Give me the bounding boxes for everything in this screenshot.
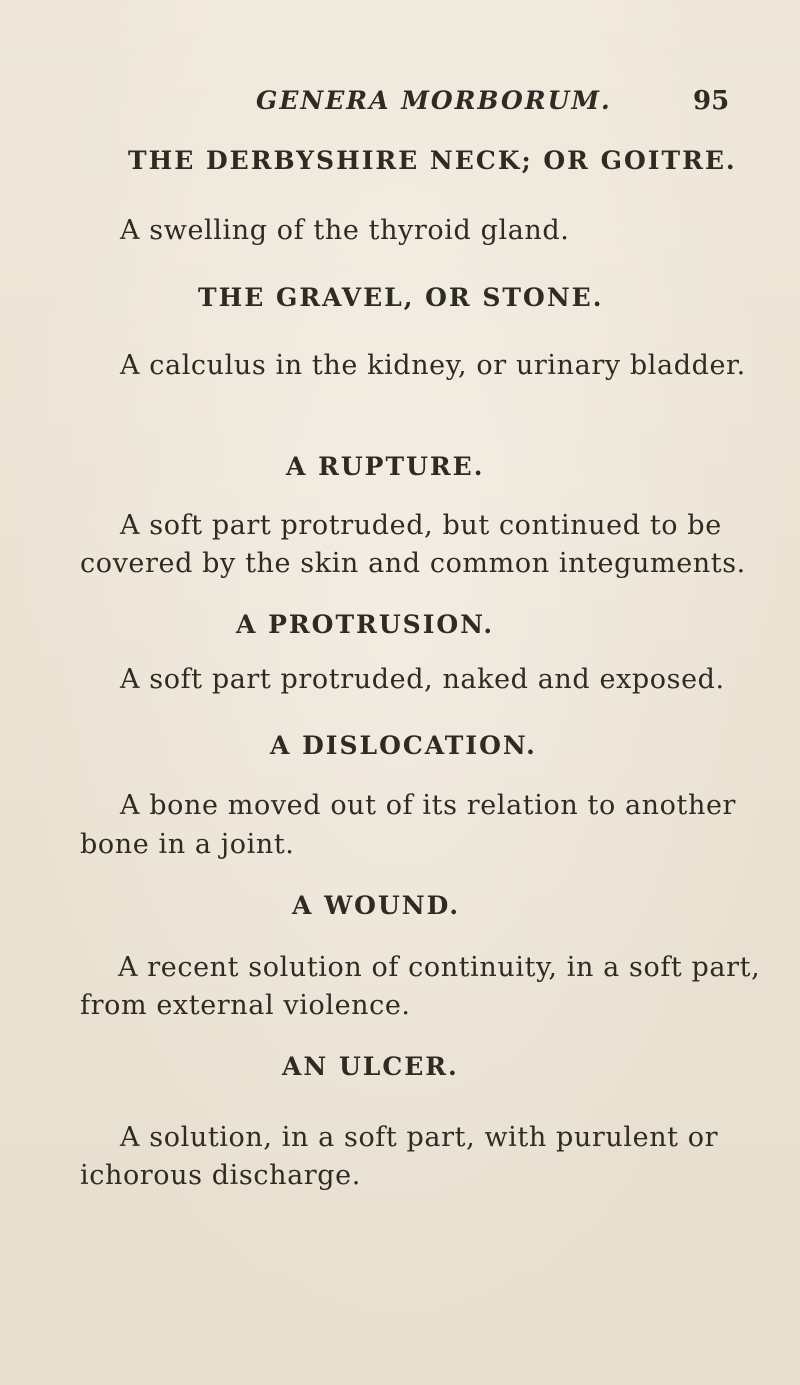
entry-definition-protrusion-line-1: A soft part protruded, naked and exposed. [120, 664, 725, 695]
entry-heading-ulcer: AN ULCER. [282, 1052, 459, 1081]
entry-heading-gravel: THE GRAVEL, OR STONE. [198, 283, 604, 312]
entry-heading-goitre: THE DERBYSHIRE NECK; OR GOITRE. [128, 146, 737, 175]
running-head-title: GENERA MORBORUM. [256, 86, 612, 115]
entry-definition-wound-line-1: A recent solution of continuity, in a soft part, [118, 952, 761, 983]
entry-definition-rupture-line-1: A soft part protruded, but continued to be [120, 510, 722, 541]
entry-heading-protrusion: A PROTRUSION. [236, 610, 495, 639]
entry-definition-wound-line-2: from external violence. [80, 990, 411, 1021]
entry-heading-dislocation: A DISLOCATION. [270, 731, 537, 760]
entry-definition-dislocation-line-1: A bone moved out of its relation to another [120, 790, 737, 821]
entry-definition-gravel-line-1: A calculus in the kidney, or urinary bladder. [120, 350, 746, 381]
entry-definition-goitre-line-1: A swelling of the thyroid gland. [120, 215, 570, 246]
entry-definition-dislocation-line-2: bone in a joint. [80, 829, 295, 860]
entry-definition-ulcer-line-2: ichorous discharge. [80, 1160, 361, 1191]
entry-definition-ulcer-line-1: A solution, in a soft part, with purulent or [120, 1122, 719, 1153]
entry-heading-wound: A WOUND. [292, 891, 461, 920]
entry-definition-rupture-line-2: covered by the skin and common integuments. [80, 548, 746, 579]
entry-heading-rupture: A RUPTURE. [286, 452, 485, 481]
page-number: 95 [693, 86, 730, 116]
